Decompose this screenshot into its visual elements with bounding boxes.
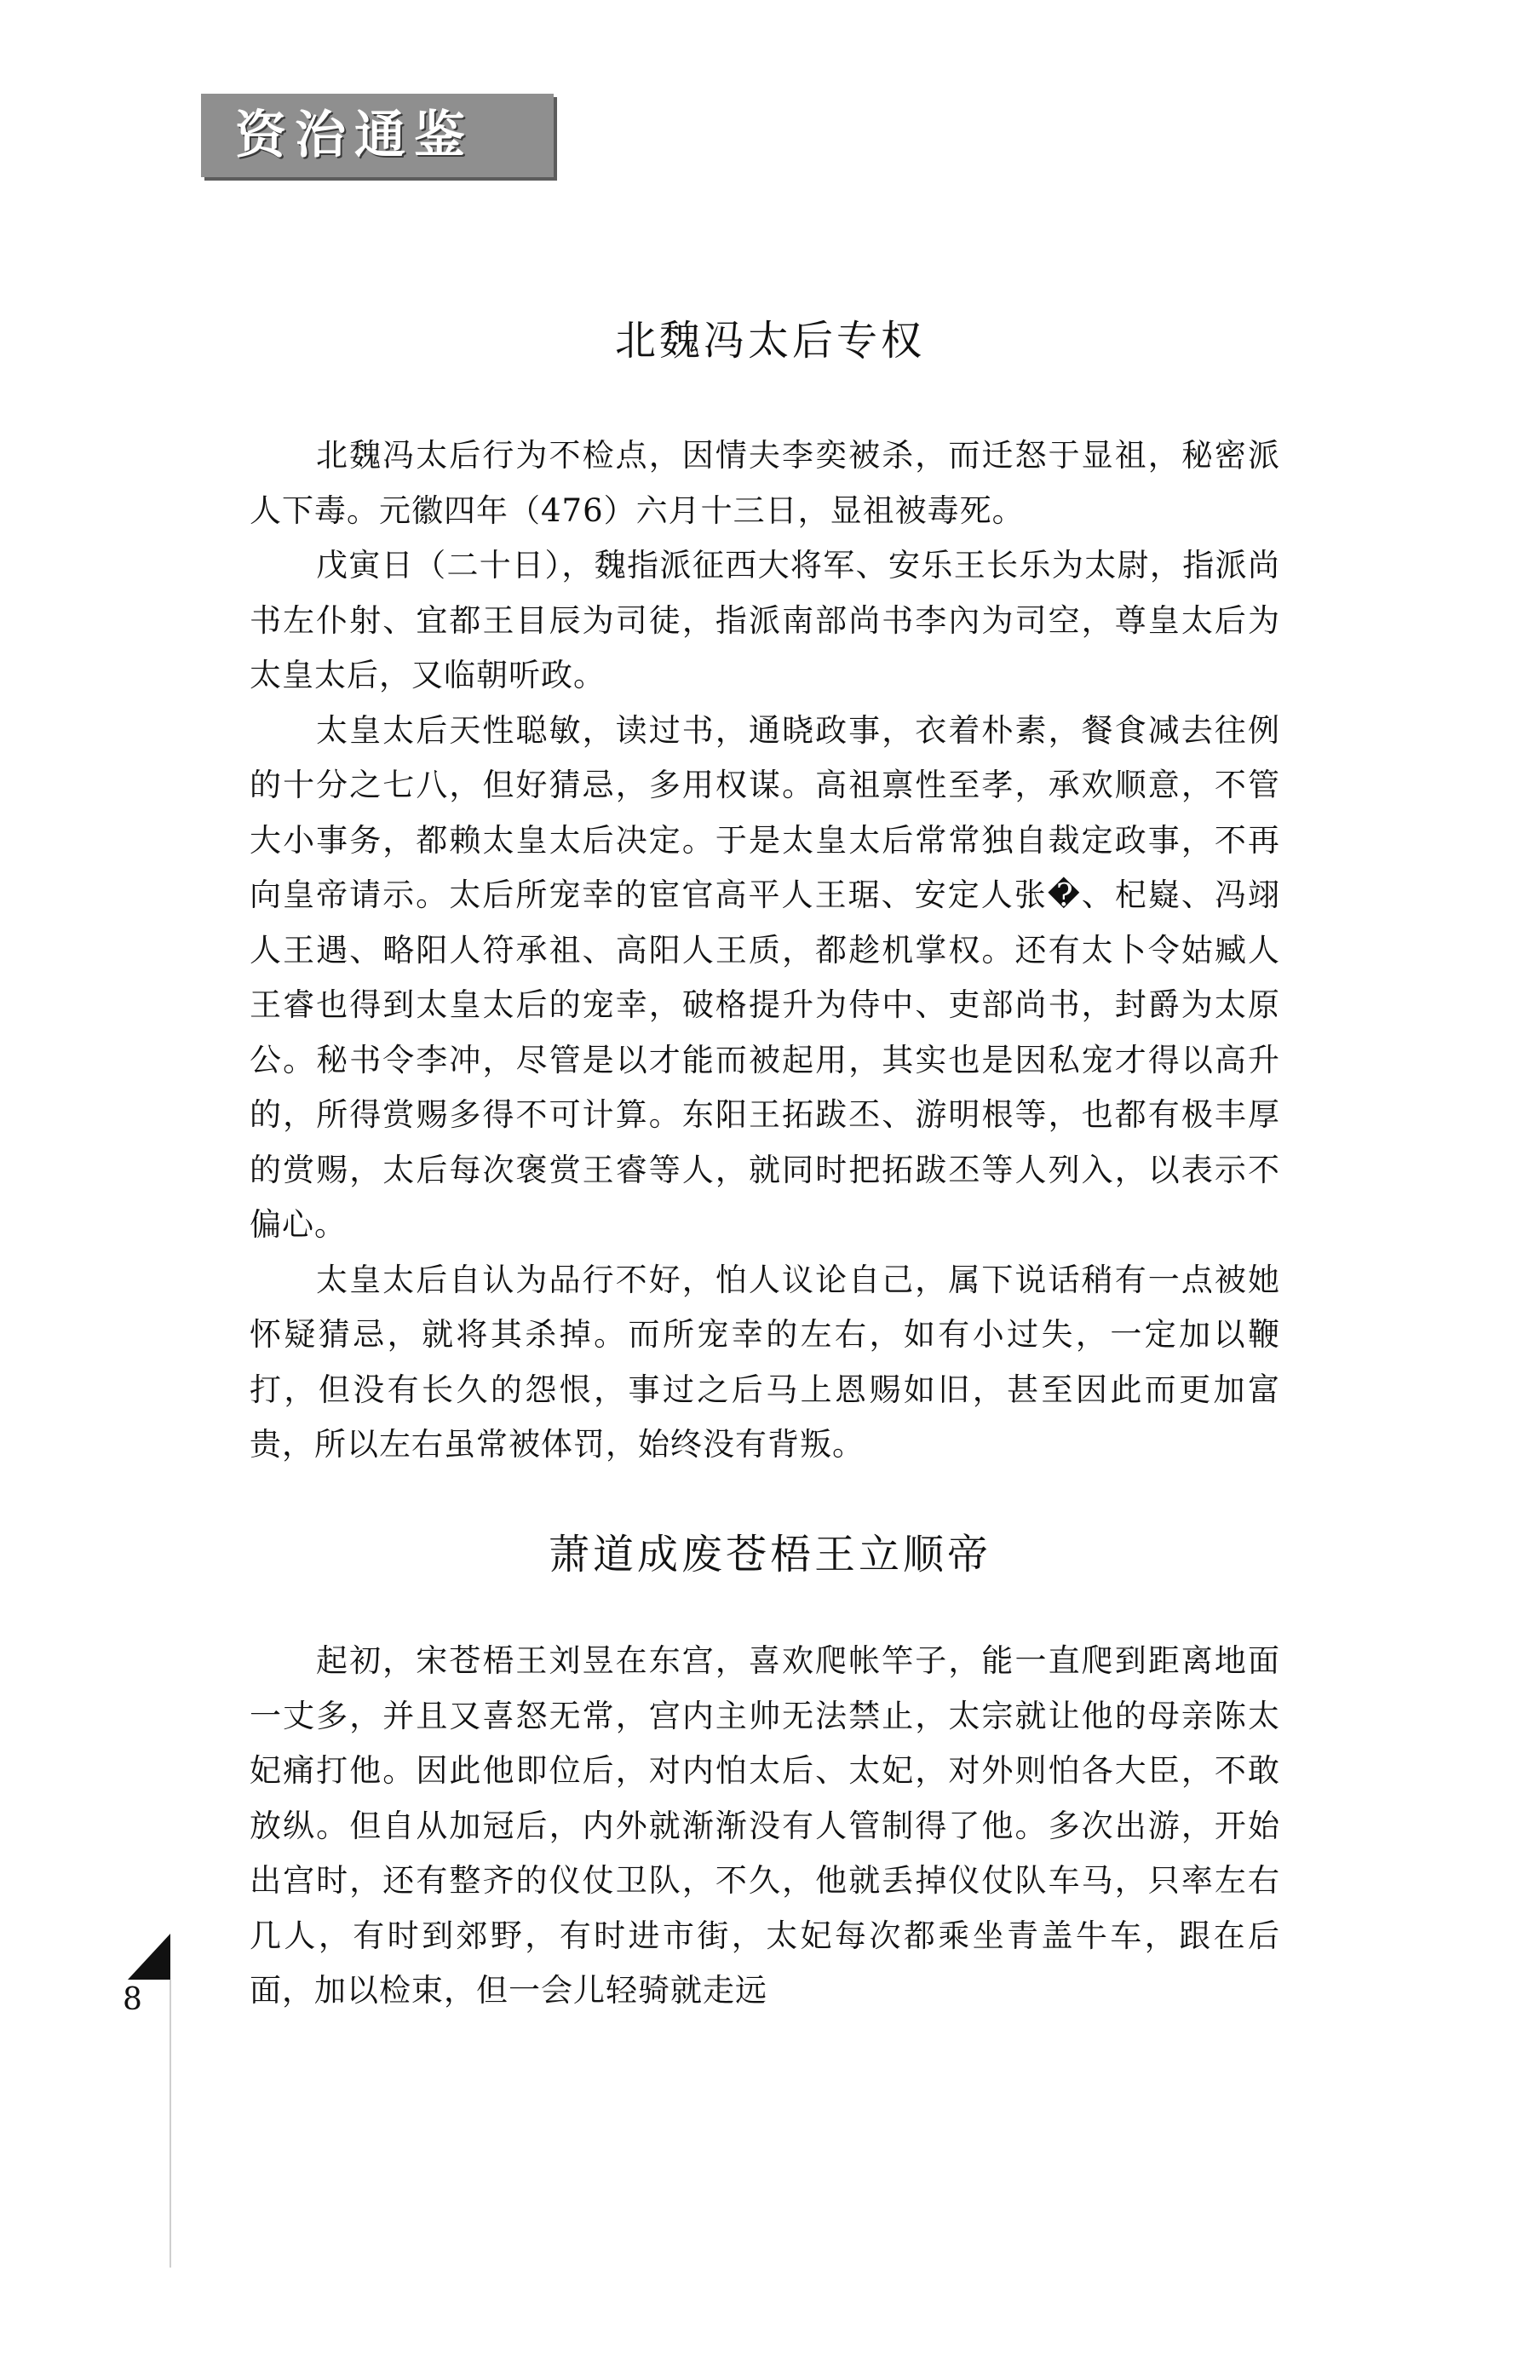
paragraph: 起初，宋苍梧王刘昱在东宫，喜欢爬帐竿子，能一直爬到距离地面一丈多，并且又喜怒无常，宫内主帅无法禁止，太宗就让他的母亲陈太妃痛打他。因此他即位后，对内怕太后、太妃，对外则怕各大臣，不敢放纵。但自从加冠后，内外就渐渐没有人管制得了他。多次出游，开始出宫时，还有整齐的仪仗卫队，不久，他就丢掉仪仗队车马，只率左右几人，有时到郊野，有时进市街，太妃每次都乘坐青盖牛车，跟在后面，加以检束，但一会儿轻骑就走远 — [250, 1642, 1280, 2009]
book-title: 资治通鉴 — [235, 106, 474, 165]
section-title-feng-taihou: 北魏冯太后专权 — [614, 317, 925, 365]
paragraph: 太皇太后天性聪敏，读过书，通晓政事，衣着朴素，餐食减去往例的十分之七八，但好猜忌，多用权谋。高祖禀性至孝，承欢顺意，不管大小事务，都赖太皇太后决定。于是太皇太后常常独自裁定政事，不再向皇帝请示。太后所宠幸的宦官高平人王琚、安定人张�、杞嶷、冯翊人王遇、略阳人符承祖、高阳人王质，都趁机掌权。还有太卜令姑臧人王睿也得到太皇太后的宠幸，破格提升为侍中、吏部尚书，封爵为太原公。秘书令李冲，尽管是以才能而被起用，其实也是因私宠才得以高升的，所得赏赐多得不可计算。东阳王拓跋丕、游明根等，也都有极丰厚的赏赐，太后每次褒赏王睿等人，就同时把拓跋丕等人列入，以表示不偏心。 — [250, 711, 1280, 1243]
book-title-banner — [201, 94, 554, 177]
section-body-feng-taihou — [250, 428, 1280, 1473]
margin-rule — [170, 1980, 171, 2268]
section-title-xiao-daocheng: 萧道成废苍梧王立顺帝 — [548, 1531, 991, 1578]
paragraph: 戊寅日（二十日），魏指派征西大将军、安乐王长乐为太尉，指派尚书左仆射、宜都王目辰为司徒，指派南部尚书李內为司空，尊皇太后为太皇太后，又临朝听政。 — [250, 547, 1280, 693]
paragraph: 北魏冯太后行为不检点，因情夫李奕被杀，而迁怒于显祖，秘密派人下毒。元徽四年（476）六月十三日，显祖被毒死。 — [250, 437, 1280, 529]
paragraph: 太皇太后自认为品行不好，怕人议论自己，属下说话稍有一点被她怀疑猜忌，就将其杀掉。而所宠幸的左右，如有小过失，一定加以鞭打，但没有长久的怨恨，事过之后马上恩赐如旧，甚至因此而更加富贵，所以左右虽常被体罚，始终没有背叛。 — [250, 1261, 1280, 1463]
page-corner-triangle-icon — [128, 1934, 170, 1980]
page-number: 8 — [123, 1982, 142, 2017]
section-body-xiao-daocheng — [250, 1634, 1280, 2019]
